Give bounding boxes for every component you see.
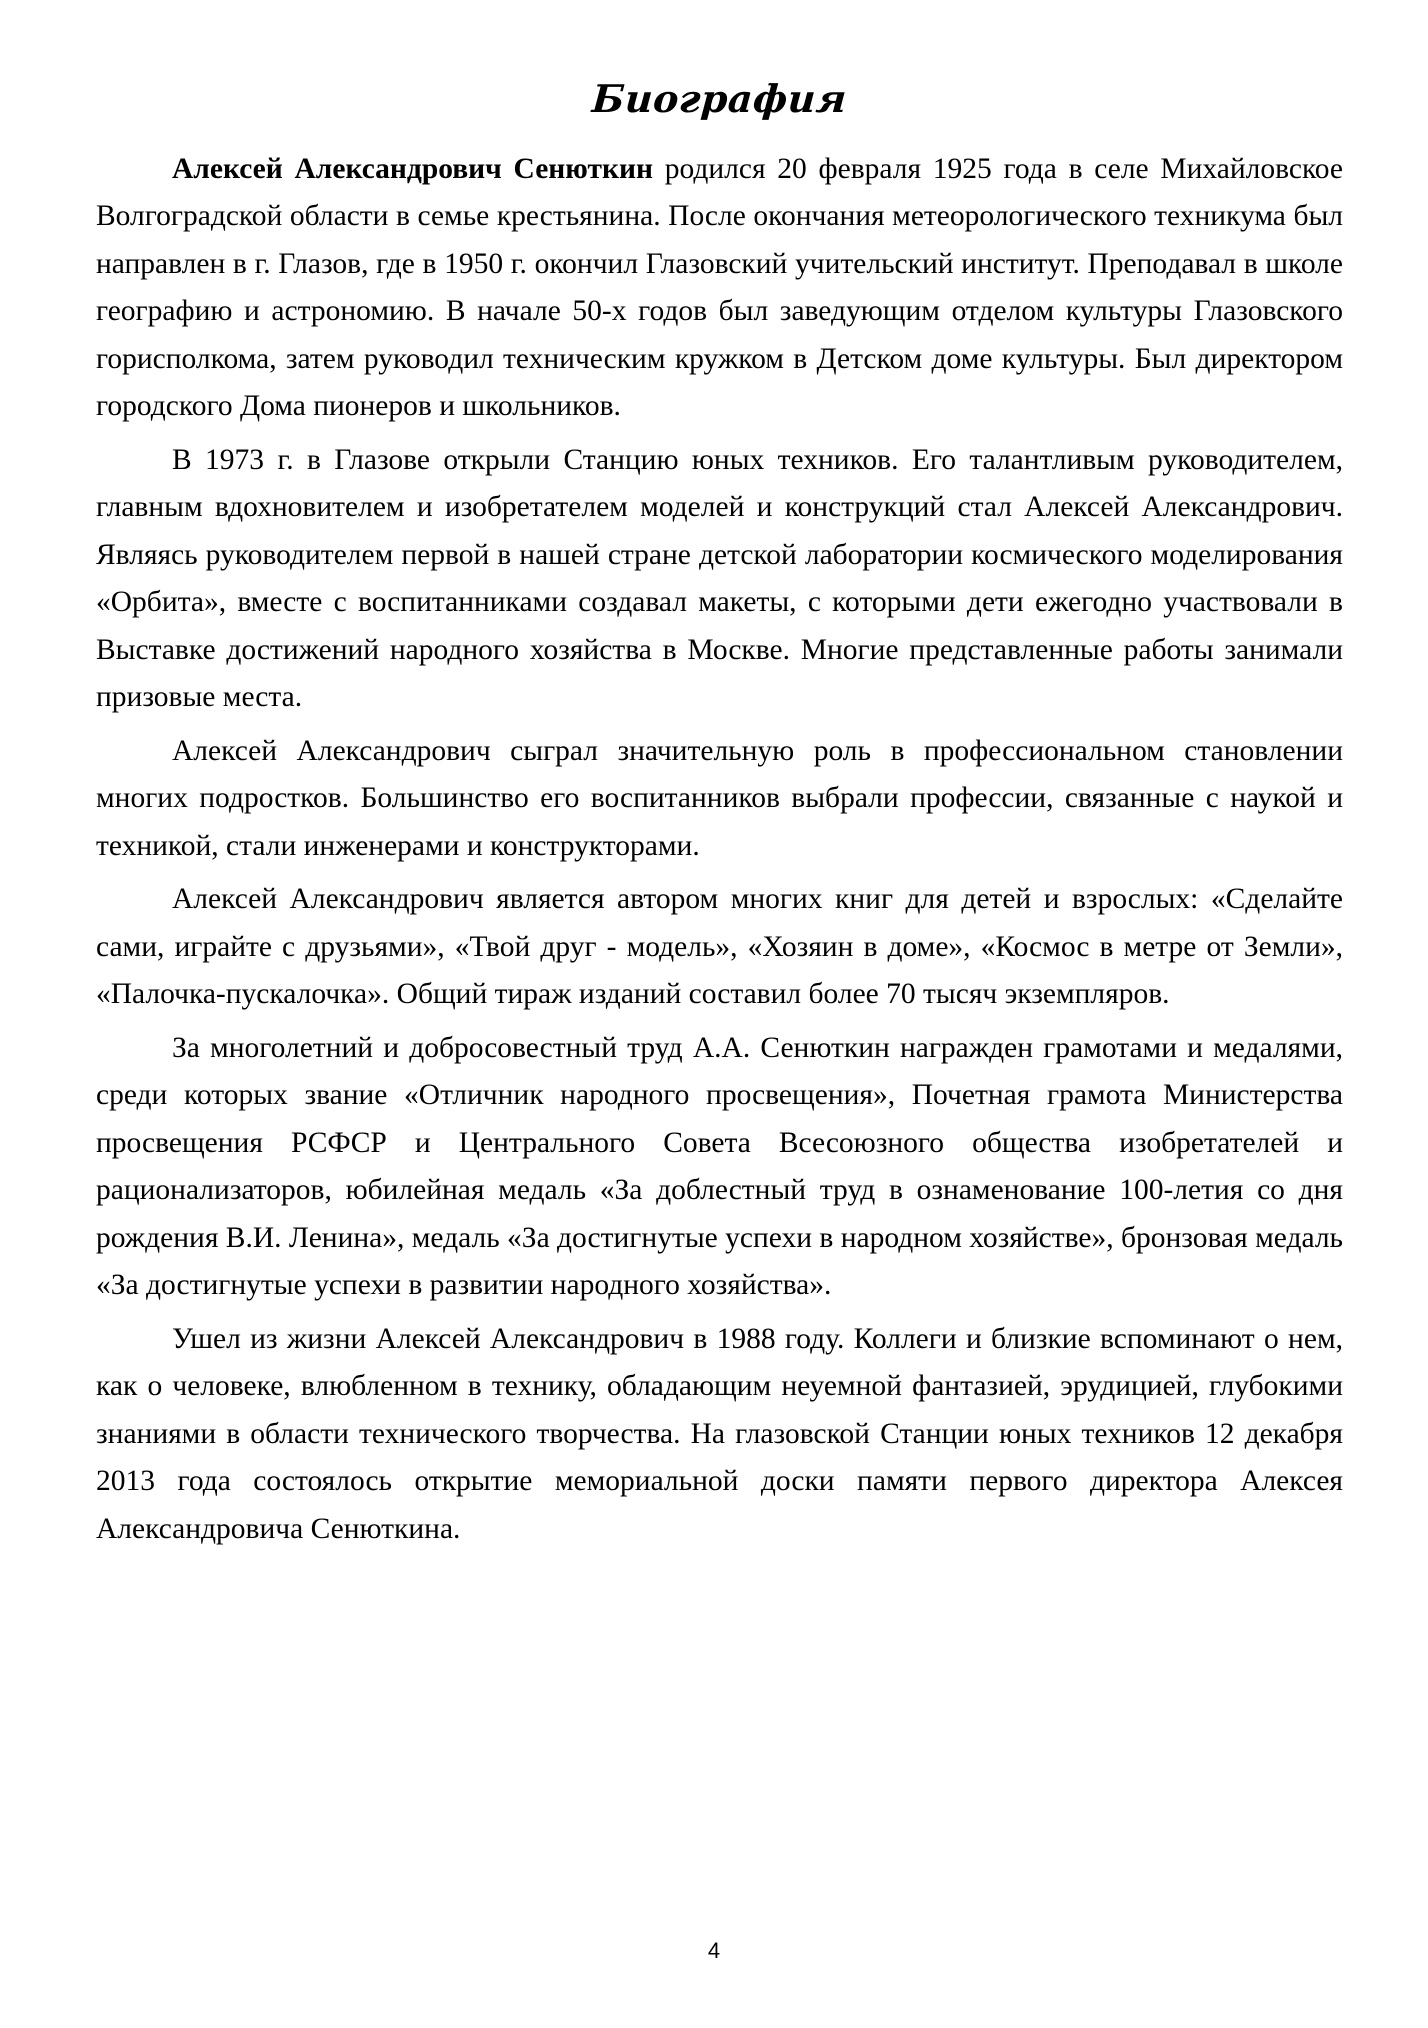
paragraph-legacy: Ушел из жизни Алексей Александрович в 1988 году. Коллеги и близкие вспоминают о нем, как о человеке, влюбленном в технику, обладающим неуемной фантазией, эрудицией, глубокими знаниями в области технического творчества. На глазовской Станции юных техников 12 декабря 2013 года состоялось открытие мемориальной доски памяти первого директора Алексея Александровича Сенюткина.: [96, 1322, 1343, 1545]
paragraph-professional-influence: Алексей Александрович сыграл значительную роль в профессиональном становлении многих подростков. Большинство его воспитанников выбрали профессии, связанные с наукой и техникой, стали инженерами и конструкторами.: [96, 734, 1343, 862]
paragraph-biography-intro: [96, 146, 1343, 431]
page-number: 4: [707, 1938, 721, 1963]
paragraph-awards: За многолетний и добросовестный труд А.А. Сенюткин награжден грамотами и медалями, среди которых звание «Отличник народного просвещения», Почетная грамота Министерства просвещения РСФСР и Центрального Совета Всесоюзного общества изобретателей и рационализаторов, юбилейная медаль «За доблестный труд в ознаменование 100-летия со дня рождения В.И. Ленина», медаль «За достигнутые успехи в народном хозяйстве», бронзовая медаль «За достигнутые успехи в развитии народного хозяйства».: [96, 1031, 1343, 1302]
paragraph-published-books: Алексей Александрович является автором многих книг для детей и взрослых: «Сделайте сами, играйте с друзьями», «Твой друг - модель», «Хозяин в доме», «Космос в метре от Земли», «Палочка-пускалочка». Общий тираж изданий составил более 70 тысяч экземпляров.: [96, 883, 1343, 1011]
subject-full-name: Алексей Александрович Сенюткин: [172, 152, 653, 185]
page-title: Биография: [590, 76, 849, 121]
paragraph-station-founding: В 1973 г. в Глазове открыли Станцию юных техников. Его талантливым руководителем, главным вдохновителем и изобретателем моделей и конструкций стал Алексей Александрович. Являясь руководителем первой в нашей стране детской лаборатории космического моделирования «Орбита», вместе с воспитанниками создавал макеты, с которыми дети ежегодно участвовали в Выставке достижений народного хозяйства в Москве. Многие представленные работы занимали призовые места.: [96, 443, 1343, 714]
page-content: [96, 78, 1343, 1553]
paragraph-1-text: родился 20 февраля 1925 года в селе Михайловское Волгоградской области в семье крестьянина. После окончания метеорологического техникума был направлен в г. Глазов, где в 1950 г. окончил Глазовский учительский институт. Преподавал в школе географию и астрономию. В начале 50-х годов был заведующим отделом культуры Глазовского горисполкома, затем руководил техническим кружком в Детском доме культуры. Был директором городского Дома пионеров и школьников.: [96, 152, 1344, 423]
